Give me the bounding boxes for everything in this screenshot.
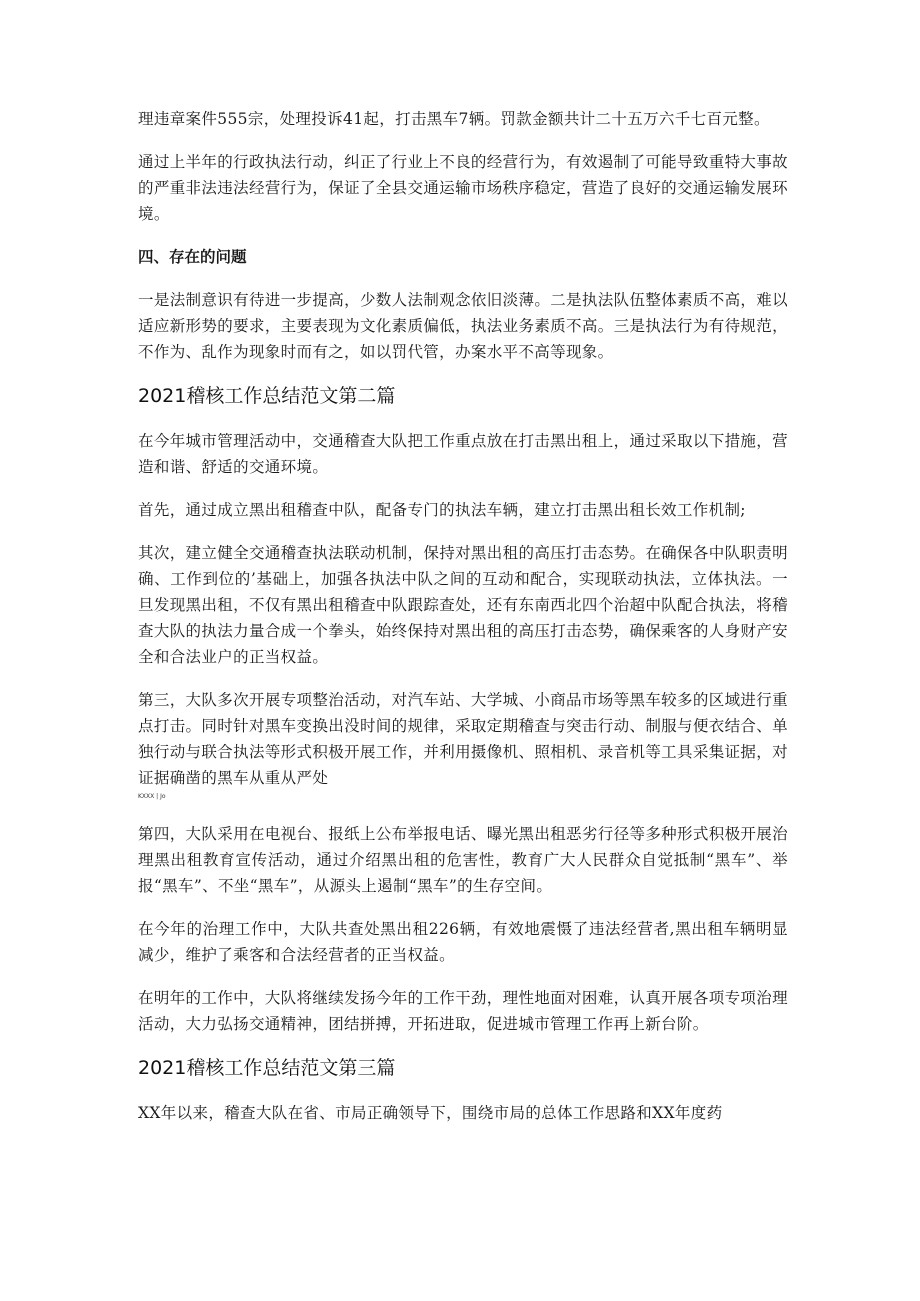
paragraph-problems: 一是法制意识有待进一步提高，少数人法制观念依旧淡薄。二是执法队伍整体素质不高，难以适应新形势的要求，主要表现为文化素质偏低，执法业务素质不高。三是执法行为有待规范，不作为、乱作为现象时而有之，如以罚代管，办案水平不高等现象。 xyxy=(138,291,788,361)
paragraph-second-measure: 其次，建立健全交通稽查执法联动机制，保持对黑出租的高压打击态势。在确保各中队职责明确、工作到位的’基础上，加强各执法中队之间的互动和配合，实现联动执法，立体执法。一旦发现黑出租，不仅有黑出租稽查中队跟踪查处，还有东南西北四个治超中队配合执法，将稽查大队的执法力量合成一个拳头，始终保持对黑出租的高压打击态势，确保乘客的人身财产安全和合法业户的正当权益。 xyxy=(138,544,788,666)
article-heading-third: 2021稽核工作总结范文第三篇 xyxy=(138,1057,396,1079)
article-heading-second: 2021稽核工作总结范文第二篇 xyxy=(138,385,396,407)
section-heading-problems: 四、存在的问题 xyxy=(138,248,247,266)
document-page xyxy=(138,106,788,1143)
paragraph-enforcement-results: 通过上半年的行政执法行动，纠正了行业上不良的经营行为，有效遏制了可能导致重特大事故的严重非法违法经营行为，保证了全县交通运输市场秩序稳定，营造了良好的交通运输发展环境。 xyxy=(138,153,788,223)
paragraph-intro: 在今年城市管理活动中，交通稽查大队把工作重点放在打击黑出租上，通过采取以下措施，营造和谐、舒适的交通环境。 xyxy=(138,432,788,476)
paragraph-fourth-measure: 第四，大队采用在电视台、报纸上公布举报电话、曝光黑出租恶劣行径等多种形式积极开展治理黑出租教育宣传活动，通过介绍黑出租的危害性，教育广大人民群众自觉抵制“黑车”、举报“黑车”、不坐“黑车”，从源头上遏制“黑车”的生存空间。 xyxy=(138,825,788,895)
paragraph-first-measure: 首先，通过成立黑出租稽查中队，配备专门的执法车辆，建立打击黑出租长效工作机制; xyxy=(138,501,746,519)
paragraph-results: 在今年的治理工作中，大队共查处黑出租226辆，有效地震慑了违法经营者,黑出租车辆明显减少，维护了乘客和合法经营者的正当权益。 xyxy=(138,920,788,964)
paragraph-case-stats: 理违章案件555宗，处理投诉41起，打击黑车7辆。罚款金额共计二十五万六千七百元整。 xyxy=(138,110,770,128)
paragraph-third-article-intro: XX年以来，稽查大队在省、市局正确领导下，围绕市局的总体工作思路和XX年度药 xyxy=(138,1104,723,1122)
paragraph-next-year: 在明年的工作中，大队将继续发扬今年的工作干劲，理性地面对困难，认真开展各项专项治理活动，大力弘扬交通精神，团结拼搏，开拓进取，促进城市管理工作再上新台阶。 xyxy=(138,989,788,1033)
paragraph-third-measure: 第三，大队多次开展专项整治活动，对汽车站、大学城、小商品市场等黑车较多的区域进行重点打击。同时针对黑车变换出没时间的规律，采取定期稽查与突击行动、制服与便衣结合、单独行动与联合执法等形式积极开展工作，并利用摄像机、照相机、录音机等工具采集证据，对证据确凿的黑车从重从严处 xyxy=(138,691,788,787)
page-footnote: KXXX | Jo xyxy=(138,793,166,800)
